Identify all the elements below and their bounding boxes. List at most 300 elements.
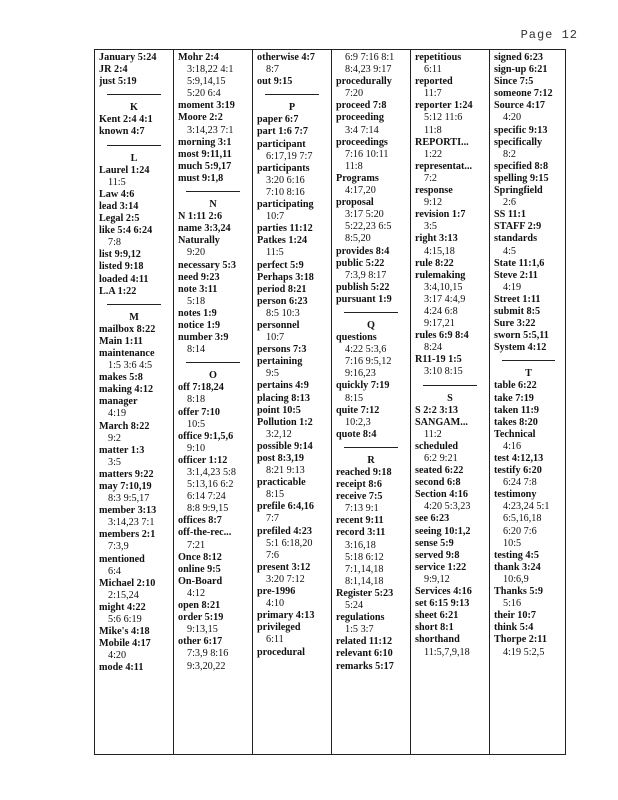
index-entry: morning 3:1 [178,136,232,148]
index-entry: table 6:22 [494,380,537,392]
index-entry-continuation: 9:5 [266,368,280,380]
index-entry-continuation: 5:6 6:19 [108,614,142,626]
index-entry-continuation: 11:5 [108,176,126,188]
index-entry-continuation: 8:1,14,18 [345,575,384,587]
index-entry-continuation: 9:17,21 [424,318,455,330]
index-entry: need 9:23 [178,271,220,283]
index-entry-continuation: 9:20 [187,247,206,259]
index-entry: known 4:7 [99,126,145,138]
index-entry: sworn 5:5,11 [494,330,549,342]
index-entry: Street 1:11 [494,293,541,305]
index-entry-continuation: 4:19 5:2,5 [503,646,545,658]
index-entry-continuation: 4:10 [266,598,285,610]
page-number: Page 12 [520,28,578,42]
index-entry-continuation: 8:5,20 [345,233,371,245]
index-entry: list 9:9,12 [99,249,141,261]
index-entry-continuation: 6:14 7:24 [187,491,226,503]
index-entry: provides 8:4 [336,245,390,257]
index-entry: period 8:21 [257,283,307,295]
index-column-2 [173,50,252,754]
index-entry: N 1:11 2:6 [178,211,223,223]
index-entry-continuation: 9:13,15 [187,624,218,636]
index-entry: Technical [494,428,536,440]
index-entry: taken 11:9 [494,404,539,416]
index-entry: someone 7:12 [494,88,553,100]
index-entry: Services 4:16 [415,586,472,598]
index-entry: paper 6:7 [257,114,299,126]
index-letter-heading: S [423,385,477,405]
index-entry: perfect 5:9 [257,259,304,271]
index-entry: testing 4:5 [494,549,539,561]
index-entry: submit 8:5 [494,305,541,317]
index-entry: set 6:15 9:13 [415,598,470,610]
index-entry-continuation: 10:7 [266,332,285,344]
index-entry: revision 1:7 [415,209,466,221]
index-entry: specific 9:13 [494,124,548,136]
index-entry: order 5:19 [178,612,224,624]
index-entry: their 10:7 [494,610,536,622]
index-entry: STAFF 2:9 [494,221,542,233]
index-entry-continuation: 8:24 [424,342,443,354]
index-entry: L.A 1:22 [99,285,137,297]
index-entry-continuation: 5:9,14,15 [187,76,226,88]
index-entry-continuation: 3:16,18 [345,539,376,551]
index-letter-heading: Q [344,312,398,332]
index-entry: specifically [494,136,543,148]
index-entry: online 9:5 [178,563,221,575]
index-column-3 [252,50,331,754]
index-entry: spelling 9:15 [494,172,549,184]
index-entry-continuation: 7:10 8:16 [266,186,305,198]
index-entry: necessary 5:3 [178,259,236,271]
index-column-4 [331,50,410,754]
index-entry: mode 4:11 [99,662,144,674]
index-entry: part 1:6 7:7 [257,126,308,138]
index-entry: State 11:1,6 [494,257,545,269]
index-entry: recent 9:11 [336,515,384,527]
index-entry: Pollution 1:2 [257,416,313,428]
index-entry-continuation: 9:10 [187,442,206,454]
index-entry: second 6:8 [415,477,461,489]
index-entry-continuation: 8:15 [345,392,364,404]
index-entry-continuation: 1:5 3:7 [345,624,374,636]
index-entry: prefile 6:4,16 [257,501,314,513]
index-entry: seeing 10:1,2 [415,525,471,537]
index-entry-continuation: 8:18 [187,394,206,406]
index-entry-continuation: 5:18 6:12 [345,551,384,563]
index-entry-continuation: 3:2,12 [266,428,292,440]
index-entry-continuation: 3:20 7:12 [266,573,305,585]
index-entry: quite 7:12 [336,404,380,416]
index-entry-continuation: 2:15,24 [108,589,139,601]
index-letter-heading: P [265,94,319,114]
index-entry-continuation: 11:7 [424,88,442,100]
index-entry: sense 5:9 [415,537,454,549]
index-entry: mailbox 8:22 [99,323,156,335]
index-entry: pertains 4:9 [257,380,309,392]
index-entry: sign-up 6:21 [494,64,548,76]
index-entry: matters 9:22 [99,468,154,480]
index-entry-continuation: 7:7 [266,513,280,525]
index-entry: prefiled 4:23 [257,525,312,537]
index-entry: remarks 5:17 [336,660,394,672]
index-entry-continuation: 4:15,18 [424,245,455,257]
index-entry-continuation: 4:19 [503,281,522,293]
index-entry: members 2:1 [99,529,156,541]
index-entry: otherwise 4:7 [257,52,315,63]
index-entry-continuation: 5:12 11:6 [424,112,463,124]
index-entry: parties 11:12 [257,223,313,235]
index-entry: service 1:22 [415,561,467,573]
index-letter-heading: N [186,191,240,211]
index-entry-continuation: 9:2 [108,432,122,444]
index-entry: participating [257,199,314,211]
index-entry: placing 8:13 [257,392,310,404]
index-entry: may 7:10,19 [99,481,152,492]
index-letter-heading: K [107,94,161,114]
index-entry-continuation: 4:20 [503,112,522,124]
index-entry-continuation: 6:4 [108,565,122,577]
index-entry-continuation: 8:3 9:5,17 [108,493,150,505]
index-letter-heading: O [186,362,240,382]
index-entry-continuation: 7:3,9 [108,541,129,553]
index-entry-continuation: 3:5 [424,221,438,233]
index-letter-heading: T [502,360,555,380]
index-entry: testify 6:20 [494,465,542,477]
index-entry-continuation: 7:21 [187,539,206,551]
index-entry-continuation: 8:8 9:9,15 [187,503,229,515]
index-entry-continuation: 4:22 5:3,6 [345,344,387,356]
index-entry: participants [257,162,310,174]
index-entry: publish 5:22 [336,281,390,293]
index-entry-continuation: 4:20 5:3,23 [424,501,471,513]
index-letter-heading: L [107,145,161,165]
index-column-6 [489,50,567,754]
index-entry-continuation: 11:5 [266,247,284,259]
index-entry: reported [415,76,453,88]
index-entry: SANGAM... [415,416,468,428]
index-entry: pre-1996 [257,586,296,598]
index-entry: Moore 2:2 [178,112,223,124]
index-entry: short 8:1 [415,622,454,634]
index-entry-continuation: 8:21 9:13 [266,465,305,477]
index-entry-continuation: 1:22 [424,148,443,160]
index-entry: record 3:11 [336,527,386,539]
index-entry-continuation: 6:24 7:8 [503,477,537,489]
index-entry: repetitious [415,52,462,63]
index-entry-continuation: 4:23,24 5:1 [503,501,550,513]
index-entry-continuation: 11:5,7,9,18 [424,646,470,658]
index-entry: procedural [257,646,305,658]
index-entry: System 4:12 [494,342,547,354]
index-entry: testimony [494,489,537,501]
index-entry: loaded 4:11 [99,273,149,285]
index-entry: Legal 2:5 [99,213,140,225]
index-entry: public 5:22 [336,257,385,269]
index-entry: takes 8:20 [494,416,538,428]
index-entry: Mohr 2:4 [178,52,219,63]
index-entry-continuation: 5:1 6:18,20 [266,537,313,549]
index-entry: procedurally [336,76,392,88]
index-entry: note 3:11 [178,283,218,295]
index-entry-continuation: 10:5 [503,537,522,549]
index-entry-continuation: 7:16 9:5,12 [345,356,392,368]
index-entry: Mobile 4:17 [99,638,151,650]
index-entry: right 3:13 [415,233,458,245]
index-entry: take 7:19 [494,392,534,404]
index-entry: pursuant 1:9 [336,293,392,305]
index-entry: January 5:24 [99,52,157,63]
index-entry-continuation: 6:9 7:16 8:1 [345,52,395,63]
index-entry: reporter 1:24 [415,100,473,112]
index-entry: Kent 2:4 4:1 [99,114,153,126]
index-entry: Thorpe 2:11 [494,634,547,646]
index-entry: name 3:3,24 [178,223,231,235]
index-entry: Register 5:23 [336,587,394,599]
index-entry: SS 11:1 [494,209,526,221]
index-entry-continuation: 5:13,16 6:2 [187,479,234,491]
index-entry: March 8:22 [99,420,150,432]
index-entry: member 3:13 [99,505,157,517]
index-entry: present 3:12 [257,561,311,573]
index-entry-continuation: 8:14 [187,344,206,356]
index-entry-continuation: 3:1,4,23 5:8 [187,467,236,478]
index-entry-continuation: 3:5 [108,456,122,468]
index-entry: office 9:1,5,6 [178,430,234,442]
index-entry: REPORTI... [415,136,469,148]
index-entry: proceed 7:8 [336,100,387,112]
index-entry: signed 6:23 [494,52,543,63]
index-entry-continuation: 10:5 [187,418,206,430]
index-entry: participant [257,138,306,150]
index-entry: matter 1:3 [99,444,145,456]
index-entry-continuation: 7:3,9 8:17 [345,269,387,281]
index-entry-continuation: 3:14,23 7:1 [108,517,155,529]
index-entry: Laurel 1:24 [99,164,150,176]
index-entry: personnel [257,319,300,331]
index-entry: point 10:5 [257,404,301,416]
index-entry: other 6:17 [178,636,223,648]
index-entry-continuation: 6:2 9:21 [424,453,458,464]
index-entry: served 9:8 [415,549,460,561]
index-entry: Programs [336,172,379,184]
index-entry-continuation: 8:4,23 9:17 [345,64,392,76]
index-entry: moment 3:19 [178,100,235,112]
index-entry-continuation: 10:6,9 [503,573,529,585]
index-entry: quote 8:4 [336,428,377,440]
index-column-5 [410,50,489,754]
index-entry: offices 8:7 [178,515,222,527]
index-entry-continuation: 3:18,22 4:1 [187,64,234,76]
index-entry: shorthand [415,634,460,646]
index-entry-continuation: 9:3,20,22 [187,660,226,672]
index-entry: Patkes 1:24 [257,235,308,247]
index-entry: thank 3:24 [494,561,541,573]
index-entry-continuation: 5:20 6:4 [187,88,221,100]
index-entry: representat... [415,160,473,172]
index-entry: rulemaking [415,269,466,281]
index-entry-continuation: 10:7 [266,211,285,223]
index-entry: number 3:9 [178,332,229,344]
index-entry: primary 4:13 [257,610,315,622]
index-entry-continuation: 4:20 [108,650,127,662]
index-entry-continuation: 11:8 [345,160,363,172]
index-entry: Springfield [494,185,543,197]
index-entry: proceeding [336,112,384,124]
index-entry: quickly 7:19 [336,380,390,392]
index-entry-continuation: 4:5 [503,245,517,257]
index-entry-continuation: 7:6 [266,549,280,561]
index-entry: related 11:12 [336,636,393,648]
index-entry-continuation: 8:2 [503,148,517,160]
index-entry: receive 7:5 [336,491,383,503]
index-entry: off-the-rec... [178,527,232,539]
index-entry-continuation: 5:16 [503,598,522,610]
index-entry: practicable [257,477,306,489]
index-entry: person 6:23 [257,295,308,307]
index-entry: Source 4:17 [494,100,546,112]
index-entry: S 2:2 3:13 [415,404,459,416]
index-entry-continuation: 3:20 6:16 [266,174,305,186]
index-entry: listed 9:18 [99,261,144,273]
index-entry-continuation: 3:17 4:4,9 [424,293,466,305]
index-entry: maintenance [99,347,155,359]
index-entry: proceedings [336,136,388,148]
index-entry: offer 7:10 [178,406,220,418]
index-entry: test 4:12,13 [494,453,544,464]
index-column-1 [95,50,173,754]
index-entry: might 4:22 [99,601,146,613]
index-entry: notice 1:9 [178,319,221,331]
index-entry: privileged [257,622,301,634]
index-entry: officer 1:12 [178,454,228,466]
index-entry: response [415,185,453,197]
index-entry-continuation: 4:12 [187,587,206,599]
index-entry: out 9:15 [257,76,293,88]
index-entry: much 5:9,17 [178,160,232,172]
index-entry-continuation: 4:24 6:8 [424,305,458,317]
index-entry: pertaining [257,356,303,368]
index-entry: Since 7:5 [494,76,534,88]
index-entry-continuation: 8:15 [266,489,285,501]
index-entry: open 8:21 [178,600,221,612]
index-entry-continuation: 10:2,3 [345,416,371,428]
index-entry: must 9:1,8 [178,172,224,184]
index-entry: On-Board [178,575,223,587]
index-entry-continuation: 7:20 [345,88,364,100]
index-entry-continuation: 7:8 [108,237,122,249]
index-entry: see 6:23 [415,513,450,525]
index-entry-continuation: 2:6 [503,197,517,209]
index-entry: just 5:19 [99,76,137,88]
index-entry-continuation: 7:1,14,18 [345,563,384,575]
index-entry: Steve 2:11 [494,269,538,281]
index-entry: post 8:3,19 [257,453,304,464]
index-entry-continuation: 3:4 7:14 [345,124,379,136]
index-entry-continuation: 7:16 10:11 [345,148,389,160]
index-entry-continuation: 6:11 [266,634,284,646]
index-entry: most 9:11,11 [178,148,232,160]
index-entry-continuation: 4:17,20 [345,185,376,197]
index-entry-continuation: 7:13 9:1 [345,503,379,515]
index-entry-continuation: 5:24 [345,600,364,612]
index-entry: off 7:18,24 [178,382,224,394]
index-entry: Main 1:11 [99,335,143,347]
index-entry: Section 4:16 [415,489,468,501]
index-entry-continuation: 11:8 [424,124,442,136]
index-entry: mentioned [99,553,145,565]
index-entry: possible 9:14 [257,440,313,452]
index-entry-continuation: 3:10 8:15 [424,366,463,378]
index-entry: think 5:4 [494,622,534,634]
index-entry-continuation: 11:2 [424,428,442,440]
index-entry: Mike's 4:18 [99,626,150,638]
word-index [94,49,566,755]
index-entry: making 4:12 [99,384,154,396]
index-entry-continuation: 5:22,23 6:5 [345,221,392,233]
index-entry: JR 2:4 [99,64,128,76]
index-entry: specified 8:8 [494,160,549,172]
index-entry: Michael 2:10 [99,577,156,589]
index-entry-continuation: 3:14,23 7:1 [187,124,234,136]
index-entry: lead 3:14 [99,200,139,212]
index-entry-continuation: 6:11 [424,64,442,76]
index-letter-heading: R [344,447,398,467]
index-entry: regulations [336,612,385,624]
index-entry: R11-19 1:5 [415,354,462,366]
index-entry-continuation: 1:5 3:6 4:5 [108,360,153,372]
index-entry: relevant 6:10 [336,648,393,660]
index-entry: Once 8:12 [178,551,222,563]
index-entry-continuation: 7:2 [424,172,438,184]
index-letter-heading: M [107,304,161,324]
index-entry: manager [99,396,138,408]
index-entry-continuation: 9:9,12 [424,573,450,585]
index-entry: standards [494,233,538,245]
index-entry: receipt 8:6 [336,479,382,491]
index-entry-continuation: 4:19 [108,408,127,420]
index-entry-continuation: 4:16 [503,440,522,452]
index-entry-continuation: 3:17 5:20 [345,209,384,221]
index-entry-continuation: 8:7 [266,64,280,76]
index-entry: Naturally [178,235,220,247]
index-entry-continuation: 9:12 [424,197,443,209]
index-entry: Perhaps 3:18 [257,271,314,283]
index-entry: scheduled [415,440,459,452]
index-entry: proposal [336,197,374,209]
index-entry: Thanks 5:9 [494,586,543,598]
index-entry-continuation: 6:17,19 7:7 [266,150,313,162]
index-entry: seated 6:22 [415,465,464,477]
index-entry: persons 7:3 [257,344,307,356]
index-entry-continuation: 7:3,9 8:16 [187,648,229,660]
index-entry: questions [336,332,377,344]
index-entry: Law 4:6 [99,188,135,200]
index-entry: rules 6:9 8:4 [415,330,469,342]
index-entry-continuation: 5:18 [187,295,206,307]
index-entry-continuation: 3:4,10,15 [424,281,463,293]
index-entry-continuation: 6:5,16,18 [503,513,542,525]
index-entry-continuation: 6:20 7:6 [503,525,537,537]
index-entry: sheet 6:21 [415,610,459,622]
index-entry: makes 5:8 [99,372,143,384]
index-entry: like 5:4 6:24 [99,225,153,237]
index-entry: notes 1:9 [178,307,217,319]
index-entry: rule 8:22 [415,257,454,269]
index-entry: Sure 3:22 [494,318,536,330]
index-entry-continuation: 8:5 10:3 [266,307,300,319]
index-entry: reached 9:18 [336,467,392,478]
